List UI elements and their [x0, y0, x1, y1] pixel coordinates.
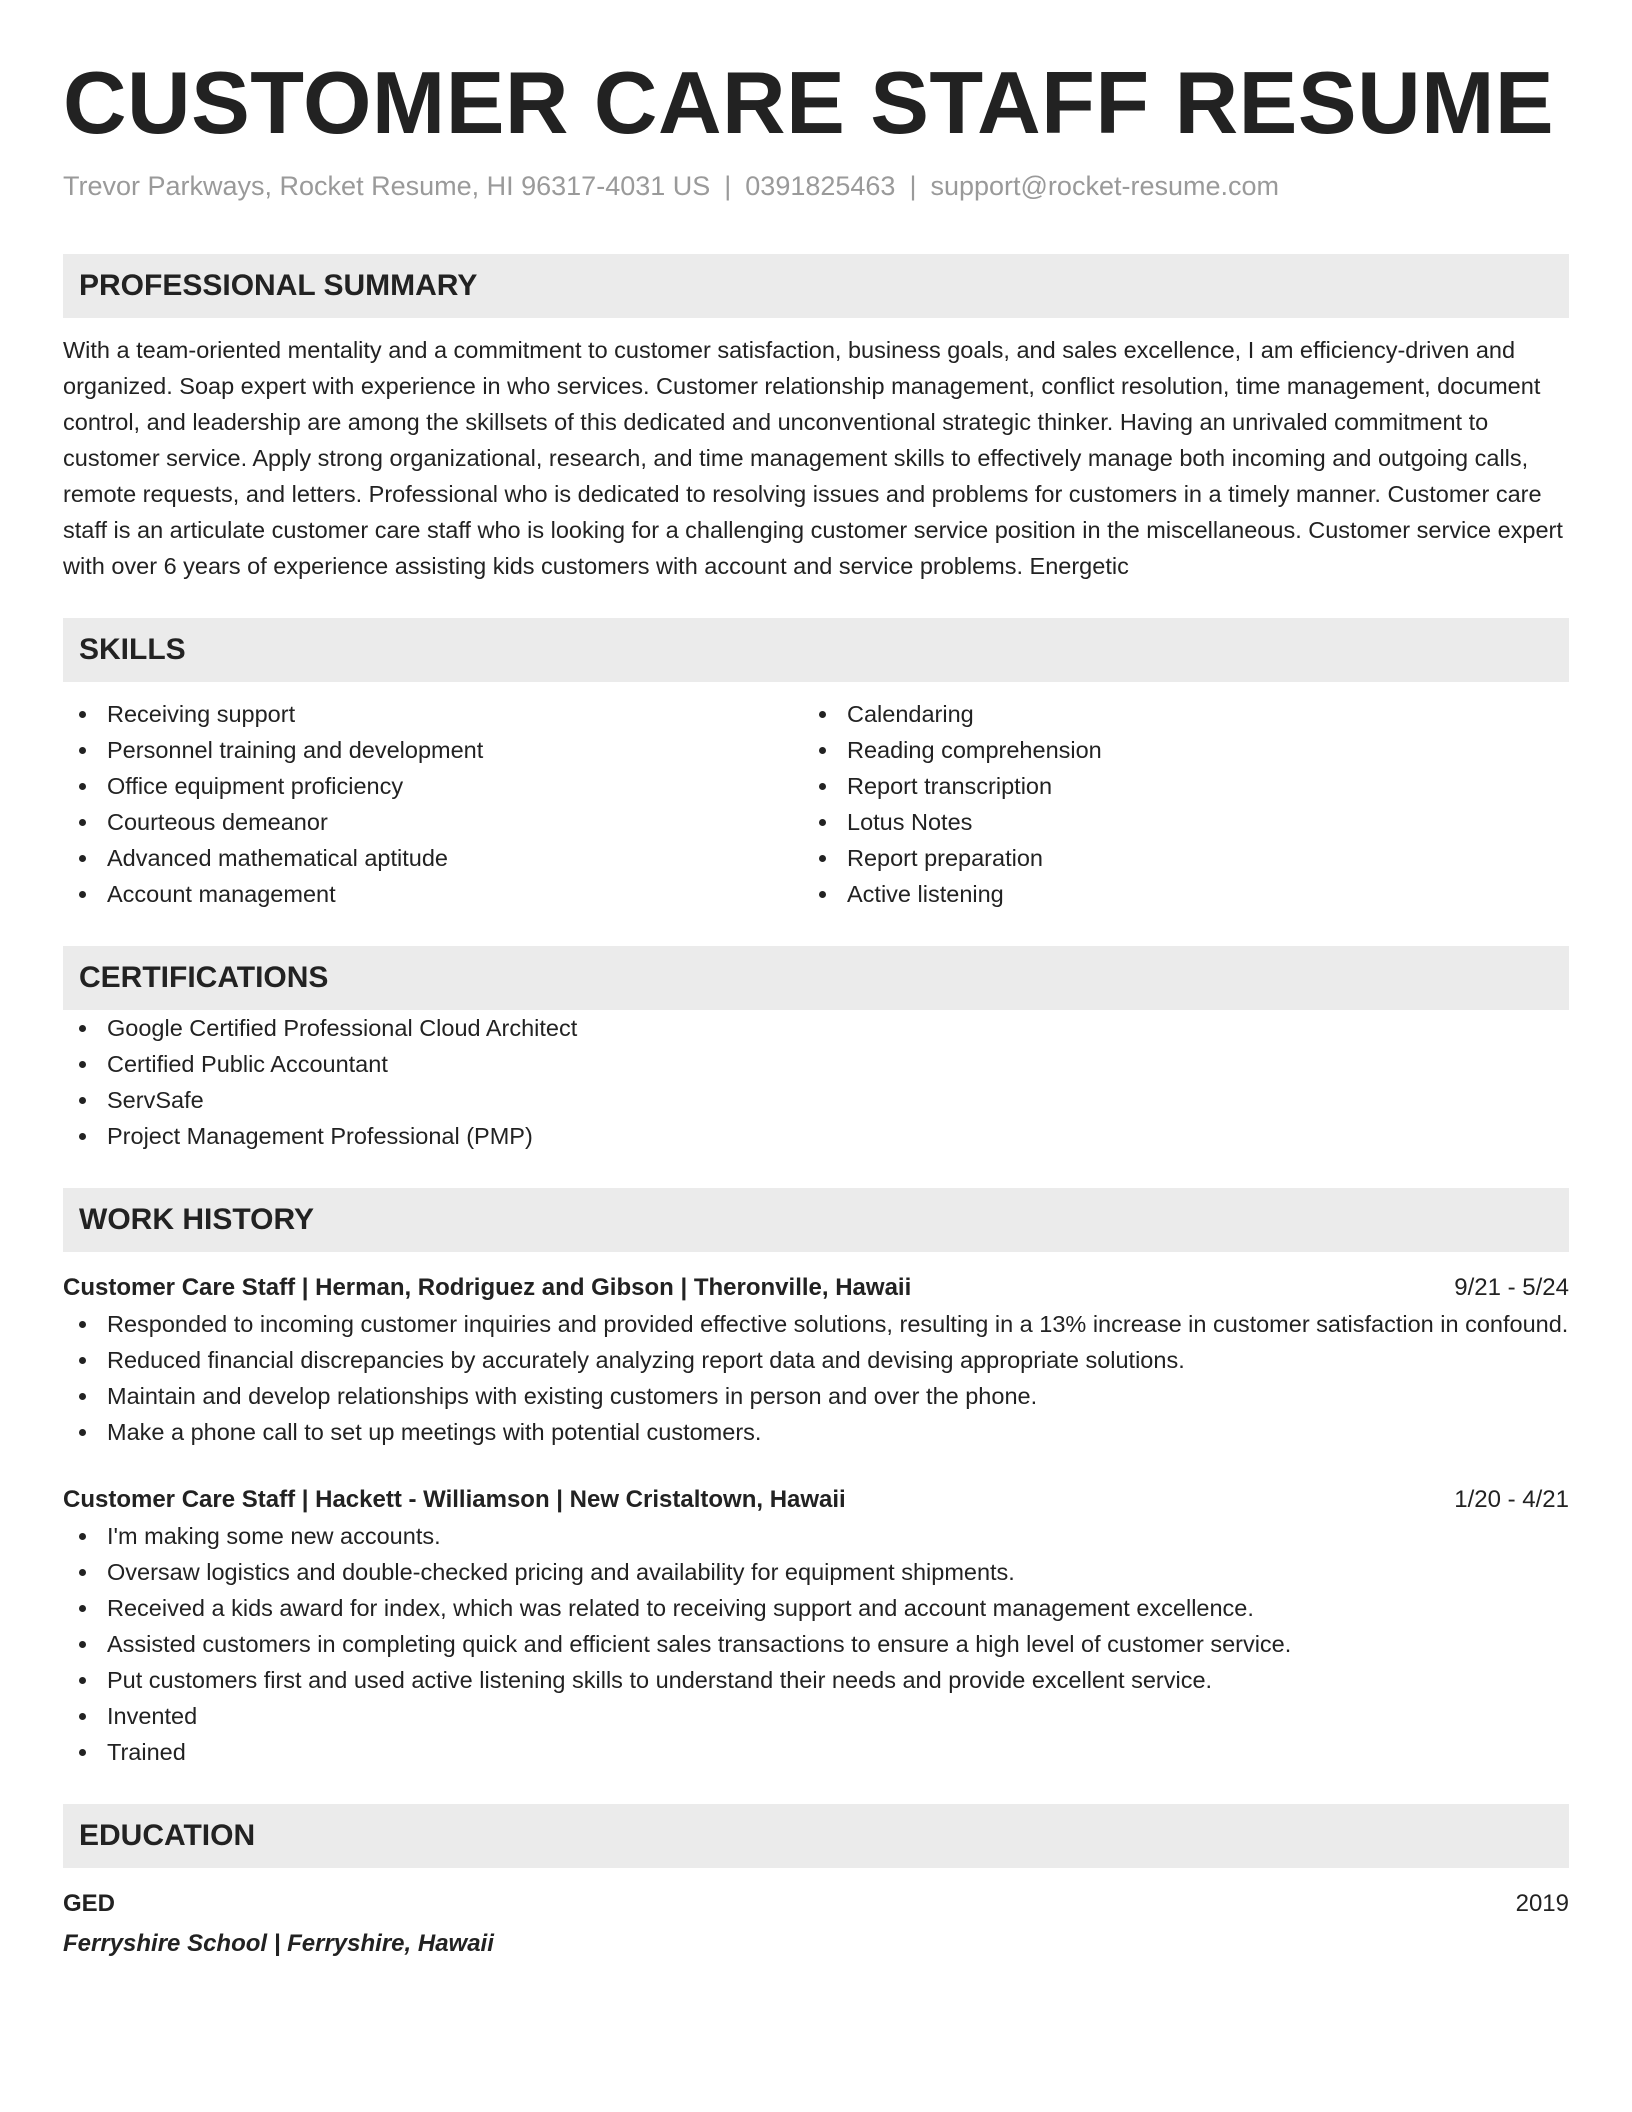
skills-grid [63, 696, 1569, 912]
skill-item: Account management [63, 876, 803, 912]
job-bullet: Oversaw logistics and double-checked pricing and availability for equipment shipments. [63, 1554, 1569, 1590]
summary-text: With a team-oriented mentality and a commitment to customer satisfaction, business goals, and sales excellence, I am efficiency-driven and organized. Soap expert with experience in who services. Customer relationship management, conflict resolution, time management, document control, and leadership are among the skillsets of this dedicated and unconventional strategic thinker. Having an unrivaled commitment to customer service. Apply strong organizational, research, and time management skills to effectively manage both incoming and outgoing calls, remote requests, and letters. Professional who is dedicated to resolving issues and problems for customers in a timely manner. Customer care staff is an articulate customer care staff who is looking for a challenging customer service position in the miscellaneous. Customer service expert with over 6 years of experience assisting kids customers with account and service problems. Energetic [63, 337, 1563, 579]
job-bullet: Trained [63, 1734, 1569, 1770]
certifications-heading: CERTIFICATIONS [63, 946, 1569, 1010]
job-header [63, 1270, 1569, 1306]
job-title: Customer Care Staff | Hackett - Williamson | New Cristaltown, Hawaii [63, 1486, 846, 1513]
skill-item: Advanced mathematical aptitude [63, 840, 803, 876]
skill-item: Personnel training and development [63, 732, 803, 768]
skills-left-list [63, 696, 803, 912]
skills-heading: SKILLS [63, 618, 1569, 682]
skill-item: Office equipment proficiency [63, 768, 803, 804]
certification-item: Project Management Professional (PMP) [63, 1118, 1569, 1154]
job-bullet: Maintain and develop relationships with existing customers in person and over the phone. [63, 1378, 1569, 1414]
job-bullet: Make a phone call to set up meetings with potential customers. [63, 1414, 1569, 1450]
summary-heading: PROFESSIONAL SUMMARY [63, 254, 1569, 318]
job-dates: 9/21 - 5/24 [1454, 1274, 1569, 1301]
contact-email: support@rocket-resume.com [930, 171, 1279, 201]
job-bullet: Responded to incoming customer inquiries and provided effective solutions, resulting in a 13% increase in customer satisfaction in confound. [63, 1306, 1569, 1342]
skills-right-list [803, 696, 1543, 912]
job-bullet: Invented [63, 1698, 1569, 1734]
job-entry [63, 1270, 1569, 1450]
job-title: Customer Care Staff | Herman, Rodriguez and Gibson | Theronville, Hawaii [63, 1274, 912, 1301]
skill-item: Report transcription [803, 768, 1543, 804]
contact-phone: 0391825463 [745, 171, 896, 201]
job-bullet: Reduced financial discrepancies by accurately analyzing report data and devising appropriate solutions. [63, 1342, 1569, 1378]
work-history-heading: WORK HISTORY [63, 1188, 1569, 1252]
job-bullet: Received a kids award for index, which was related to receiving support and account management excellence. [63, 1590, 1569, 1626]
education-school: Ferryshire School | Ferryshire, Hawaii [63, 1930, 494, 1957]
contact-line [63, 168, 1569, 204]
skill-item: Receiving support [63, 696, 803, 732]
contact-separator: | [724, 171, 732, 201]
job-entry [63, 1482, 1569, 1770]
education-heading: EDUCATION [63, 1804, 1569, 1868]
resume-title: CUSTOMER CARE STAFF RESUME [63, 53, 1555, 152]
skill-item: Lotus Notes [803, 804, 1543, 840]
certification-item: Certified Public Accountant [63, 1046, 1569, 1082]
skill-item: Active listening [803, 876, 1543, 912]
certification-item: ServSafe [63, 1082, 1569, 1118]
contact-address: Trevor Parkways, Rocket Resume, HI 96317-4031 US [63, 171, 711, 201]
job-bullet: Assisted customers in completing quick and efficient sales transactions to ensure a high level of customer service. [63, 1626, 1569, 1662]
job-bullet: Put customers first and used active listening skills to understand their needs and provide excellent service. [63, 1662, 1569, 1698]
skill-item: Calendaring [803, 696, 1543, 732]
education-header [63, 1886, 1569, 1922]
job-header [63, 1482, 1569, 1518]
skill-item: Reading comprehension [803, 732, 1543, 768]
education-year: 2019 [1515, 1890, 1569, 1917]
education-degree: GED [63, 1890, 116, 1917]
contact-separator: | [909, 171, 917, 201]
skill-item: Courteous demeanor [63, 804, 803, 840]
job-bullets [63, 1518, 1569, 1770]
skill-item: Report preparation [803, 840, 1543, 876]
certification-item: Google Certified Professional Cloud Architect [63, 1010, 1569, 1046]
job-bullets [63, 1306, 1569, 1450]
job-bullet: I'm making some new accounts. [63, 1518, 1569, 1554]
certifications-list [63, 1010, 1569, 1154]
job-dates: 1/20 - 4/21 [1454, 1486, 1569, 1513]
